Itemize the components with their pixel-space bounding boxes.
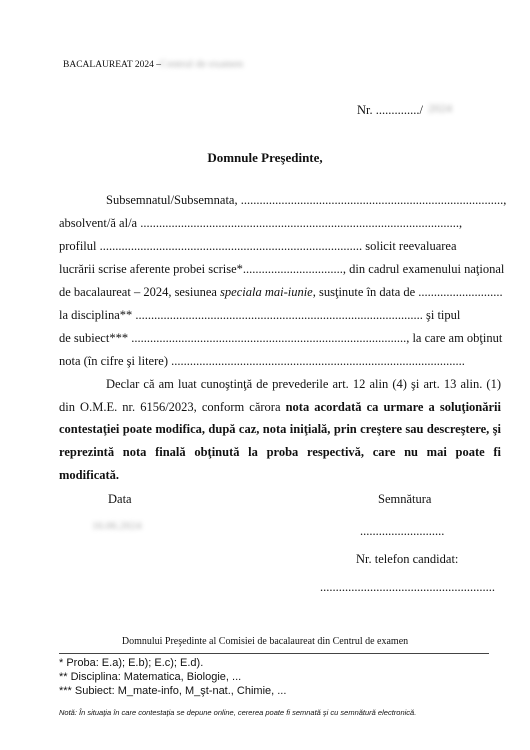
session-text: de bacalaureat – 2024, sesiunea (59, 285, 217, 299)
footnote-disciplina: ** Disciplina: Matematica, Biologie, ... (59, 671, 242, 683)
form-line-discipline: la disciplina** ............................................................................................ şi tipul (59, 308, 461, 322)
phone-line: ........................................................ (320, 580, 495, 594)
form-line-session (59, 285, 503, 300)
redacted-exam-center: Centrul de examen (160, 58, 244, 70)
form-line-graduate: absolvent/ă al/a ......................................................................................................, (59, 216, 463, 230)
registration-number: Nr. ............../ (357, 103, 423, 117)
redacted-date: 16.06.2024 (92, 520, 142, 532)
footnote-subiect: *** Subiect: M_mate-info, M_şt-nat., Chimie, ... (59, 685, 287, 697)
signature-line: ........................... (360, 524, 445, 538)
form-line-exam: lucrării scrise aferente probei scrise*................................, din cadrul examenului naţional (59, 262, 505, 276)
date-label: Data (108, 492, 132, 506)
form-line-grade: nota (în cifre şi litere) .............................................................................................. (59, 354, 465, 368)
online-note: Notă: În situaţia în care contestaţia se depune online, cererea poate fi semnată şi cu semnătură electronică. (59, 708, 417, 717)
addressee-line: Domnului Preşedinte al Comisiei de bacalaureat din Centrul de examen (121, 636, 409, 647)
form-line-subject: de subiect*** ........................................................................................, la care am obţinut (59, 331, 503, 345)
footnote-proba: * Proba: E.a); E.b); E.c); E.d). (59, 657, 204, 669)
form-line-name: Subsemnatul/Subsemnata, ...................................................................................., (106, 193, 507, 207)
declaration-text: Declar că am luat cunoştinţă de prevederile art. 12 alin (4) şi art. 13 alin. (1) din O.M.E. nr. 6156/2023, conform cărora (59, 377, 501, 414)
salutation-title: Domnule Preşedinte, (207, 150, 323, 165)
session-special: speciala mai-iunie (220, 285, 313, 299)
declaration-paragraph (59, 373, 501, 487)
redacted-number-year: 2024 (428, 101, 452, 115)
declaration-bold: nota acordată ca urmare a soluţionării contestaţiei poate modifica, după caz, nota iniţială, prin creştere sau descreştere, şi reprezintă nota finală obţinută la proba respectivă, care nu mai poate fi modificată. (59, 399, 501, 482)
session-date: , susţinute în data de ........................... (312, 285, 503, 299)
footnote-divider (59, 653, 489, 654)
form-line-profile: profilul .................................................................................... solicit reevaluarea (59, 239, 457, 253)
phone-label: Nr. telefon candidat: (356, 552, 459, 566)
exam-header: BACALAUREAT 2024 – (63, 60, 161, 70)
signature-label: Semnătura (378, 492, 432, 506)
